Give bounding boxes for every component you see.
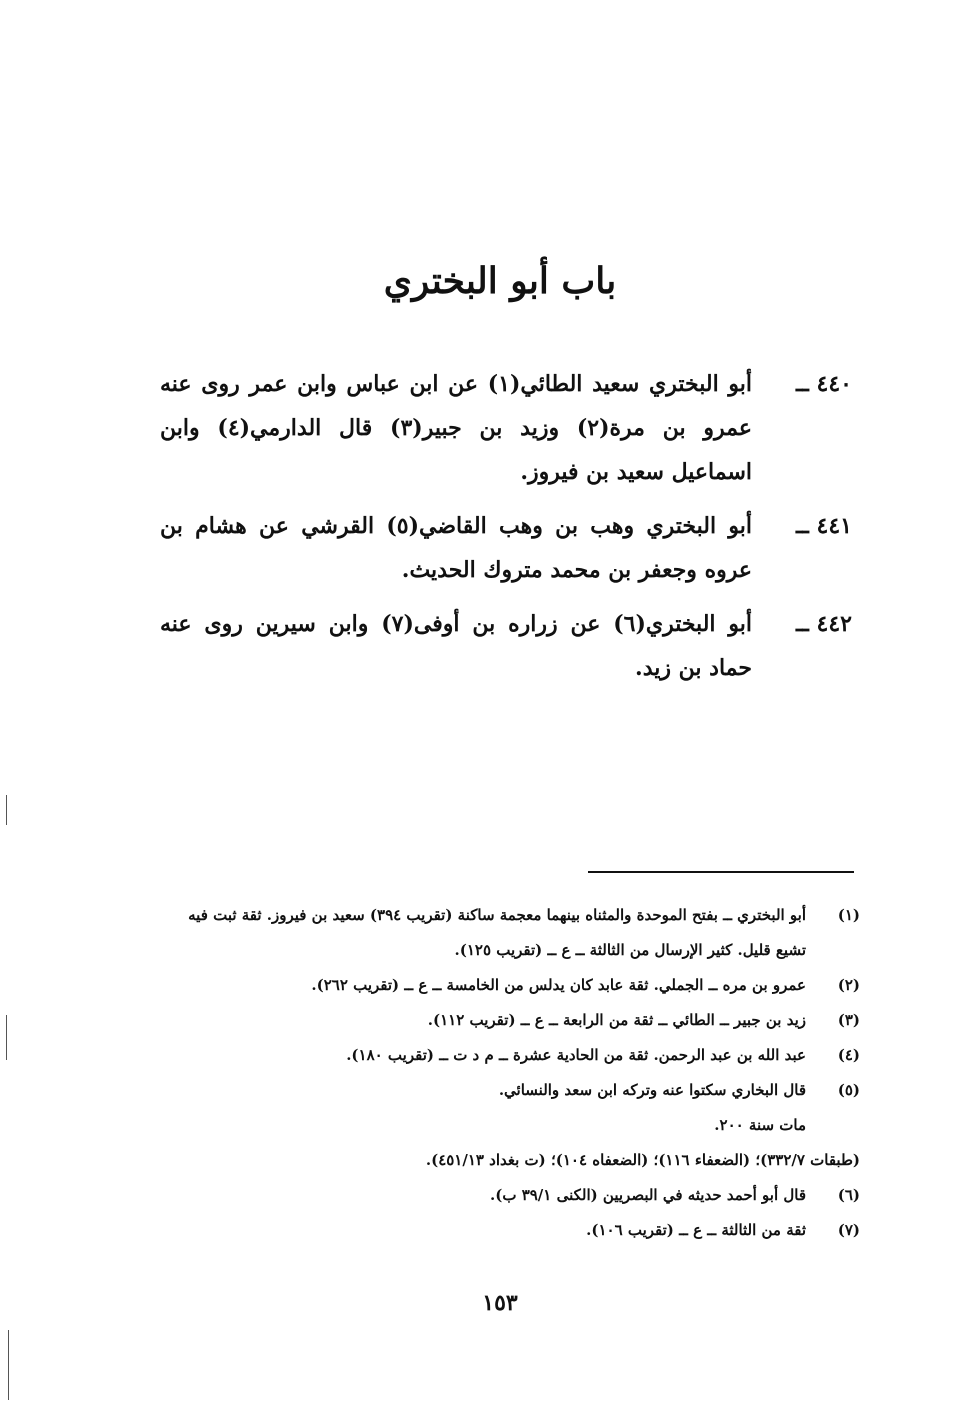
entry-number: ٤٤١ ــ [795,513,852,539]
footnotes-section [160,898,860,1248]
footnote-2 [160,968,860,1003]
entry-440 [160,362,852,494]
footnote-4 [160,1038,860,1073]
chapter-title: باب أبو البختري [383,260,617,302]
footnote-6 [160,1178,860,1213]
footnote-3 [160,1003,860,1038]
entry-number: ٤٤٢ ــ [795,611,852,637]
scan-edge-mark [6,795,7,825]
footnote-number: (٢) [837,976,860,994]
footnote-number: (٥) [837,1081,860,1099]
entry-number: ٤٤٠ ــ [795,371,852,397]
footnote-5 [160,1073,860,1108]
footnote-text: عبد الله بن عبد الرحمن. ثقة من الحادية عشرة ــ م د ت ــ (تقريب ١٨٠). [346,1046,806,1064]
footnote-number: (٤) [837,1046,860,1064]
scan-edge-mark [6,1015,7,1060]
footnote-text: ثقة من الثالثة ــ ع ــ (تقريب ١٠٦). [586,1221,806,1239]
entry-text: أبو البختري(٦) عن زراره بن أوفى(٧) وابن سيرين روى عنه حماد بن زيد. [160,611,752,681]
entry-442 [160,602,852,690]
footnote-text: أبو البختري ــ بفتح الموحدة والمثناه بينهما معجمة ساكنة (تقريب ٣٩٤) سعيد بن فيروز. ثقة ثبت فيه تشيع قليل. كثير الإرسال من الثالثة ــ ع ــ (تقريب ١٢٥). [188,906,806,959]
entry-text: أبو البختري وهب بن وهب القاضي(٥) القرشي عن هشام بن عروه وجعفر بن محمد متروك الحديث. [160,513,752,583]
footnote-number: (١) [837,906,860,924]
footnote-number: (٧) [837,1221,860,1239]
footnote-5-death-year: مات سنة ٢٠٠. [714,1116,806,1134]
scan-edge-mark [8,1330,9,1400]
entries-list [160,362,852,700]
footnote-separator-rule [588,871,854,873]
footnote-text: عمرو بن مره ــ الجملي. ثقة عابد كان يدلس من الخامسة ــ ع ــ (تقريب ٢٦٢). [311,976,806,994]
footnote-number: (٣) [837,1011,860,1029]
footnote-text: قال البخاري سكتوا عنه وتركه ابن سعد والنسائي. [498,1081,806,1099]
footnote-number: (٦) [837,1186,860,1204]
entry-441 [160,504,852,592]
footnote-text: زيد بن جبير ــ الطائي ــ ثقة من الرابعة ــ ع ــ (تقريب ١١٢). [427,1011,806,1029]
footnote-5-sources: (طبقات ٣٣٢/٧)؛ (الضعفاء ١١٦)؛ (الضعفاه ١٠٤)؛ (ت بغداد ٤٥١/١٣). [425,1151,860,1169]
entry-text: أبو البختري سعيد الطائي(١) عن ابن عباس وابن عمر روى عنه عمرو بن مرة(٢) وزيد بن جبير(٣) قال الدارمي(٤) وابن اسماعيل سعيد بن فيروز. [160,371,752,485]
footnote-1 [160,898,860,968]
footnote-7 [160,1213,860,1248]
footnote-text: قال أبو أحمد حديثه في البصريين (الكنى ٣٩/١ ب). [490,1186,806,1204]
page-number: ١٥٣ [482,1290,518,1316]
